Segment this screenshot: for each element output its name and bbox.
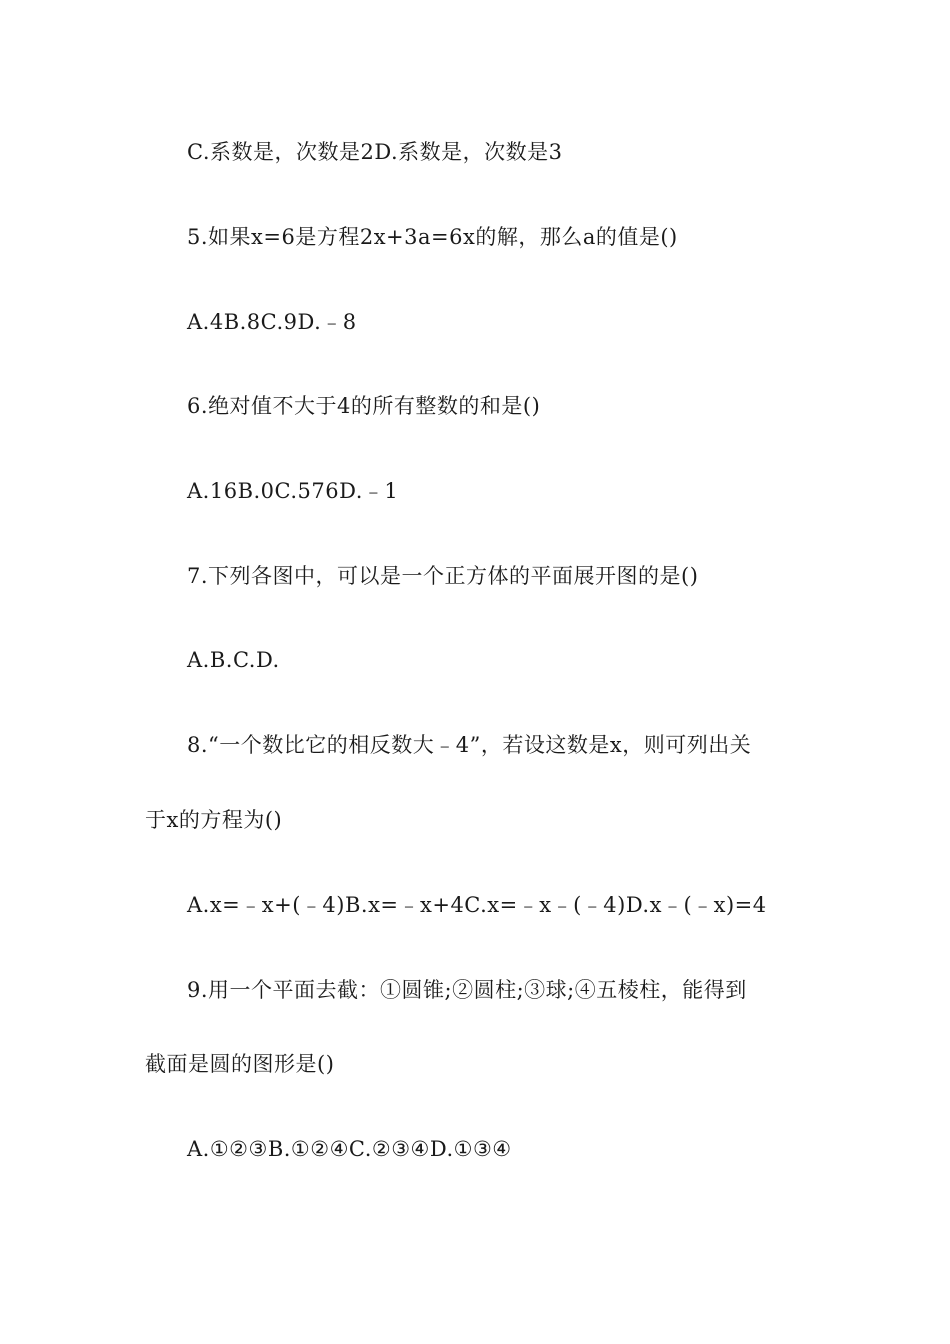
q8-stem-line1: 8.“一个数比它的相反数大﹣4”，若设这数是x，则可列出关 <box>187 733 752 757</box>
q5-options: A.4B.8C.9D.﹣8 <box>187 310 357 334</box>
q6-options: A.16B.0C.576D.﹣1 <box>187 479 399 503</box>
q6-stem: 6.绝对值不大于4的所有整数的和是() <box>187 394 541 418</box>
q7-stem: 7.下列各图中，可以是一个正方体的平面展开图的是() <box>187 564 699 588</box>
q7-options: A.B.C.D. <box>187 648 280 672</box>
q4-options-cd: C.系数是，次数是2D.系数是，次数是3 <box>187 140 563 164</box>
q8-options: A.x=﹣x+(﹣4)B.x=﹣x+4C.x=﹣x﹣(﹣4)D.x﹣(﹣x)=4 <box>187 893 767 917</box>
q9-options: A.①②③B.①②④C.②③④D.①③④ <box>187 1137 512 1161</box>
q8-stem-line2: 于x的方程为() <box>145 808 283 832</box>
q9-stem-line1: 9.用一个平面去截：①圆锥;②圆柱;③球;④五棱柱，能得到 <box>187 978 747 1002</box>
q5-stem: 5.如果x=6是方程2x+3a=6x的解，那么a的值是() <box>187 225 678 249</box>
q9-stem-line2: 截面是圆的图形是() <box>145 1052 335 1076</box>
